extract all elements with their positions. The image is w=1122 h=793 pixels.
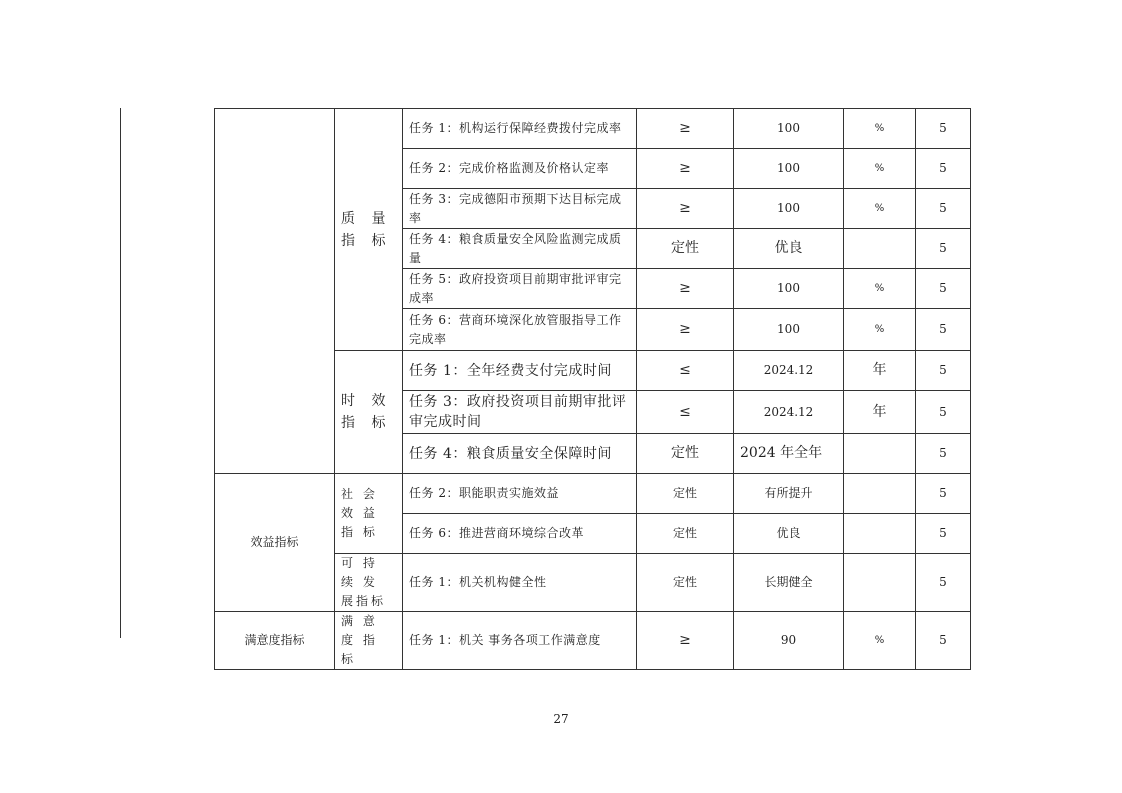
performance-indicator-table [214, 108, 971, 670]
score-cell: 5 [916, 229, 971, 269]
subcategory-timeliness: 时 效 指 标 [335, 351, 403, 474]
score-cell: 5 [916, 149, 971, 189]
task-cell: 任务 1：机关 事务各项工作满意度 [403, 612, 637, 670]
score-cell: 5 [916, 109, 971, 149]
score-cell: 5 [916, 612, 971, 670]
value-cell: 100 [734, 269, 844, 309]
unit-cell: % [844, 309, 916, 351]
unit-cell [844, 474, 916, 514]
operator-cell: 定性 [637, 474, 734, 514]
subcategory-sustainable: 可 持 续 发 展指标 [335, 554, 403, 612]
score-cell: 5 [916, 554, 971, 612]
task-cell: 任务 4：粮食质量安全保障时间 [403, 434, 637, 474]
unit-cell: % [844, 189, 916, 229]
score-cell: 5 [916, 514, 971, 554]
value-cell: 90 [734, 612, 844, 670]
score-cell: 5 [916, 269, 971, 309]
category-cell-blank [215, 109, 335, 474]
task-cell: 任务 4：粮食质量安全风险监测完成质量 [403, 229, 637, 269]
subcategory-social-benefit: 社 会 效 益 指 标 [335, 474, 403, 554]
task-cell: 任务 3：政府投资项目前期审批评审完成时间 [403, 391, 637, 434]
task-cell: 任务 5：政府投资项目前期审批评审完成率 [403, 269, 637, 309]
operator-cell: ≥ [637, 189, 734, 229]
value-cell: 100 [734, 189, 844, 229]
unit-cell: % [844, 612, 916, 670]
operator-cell: ≥ [637, 149, 734, 189]
page-number: 27 [553, 712, 569, 726]
task-cell: 任务 2：职能职责实施效益 [403, 474, 637, 514]
unit-cell: % [844, 149, 916, 189]
unit-cell: % [844, 109, 916, 149]
task-cell: 任务 1：全年经费支付完成时间 [403, 351, 637, 391]
task-cell: 任务 6：营商环境深化放管服指导工作完成率 [403, 309, 637, 351]
table-row [215, 612, 971, 670]
value-cell: 2024 年全年 [734, 434, 844, 474]
score-cell: 5 [916, 189, 971, 229]
value-cell: 100 [734, 149, 844, 189]
operator-cell: ≥ [637, 269, 734, 309]
value-cell: 100 [734, 309, 844, 351]
category-benefit: 效益指标 [215, 474, 335, 612]
operator-cell: 定性 [637, 229, 734, 269]
value-cell: 优良 [734, 514, 844, 554]
score-cell: 5 [916, 351, 971, 391]
score-cell: 5 [916, 391, 971, 434]
operator-cell: 定性 [637, 434, 734, 474]
value-cell: 100 [734, 109, 844, 149]
unit-cell: 年 [844, 351, 916, 391]
value-cell: 2024.12 [734, 351, 844, 391]
unit-cell [844, 554, 916, 612]
score-cell: 5 [916, 474, 971, 514]
operator-cell: ≥ [637, 309, 734, 351]
unit-cell [844, 514, 916, 554]
value-cell: 2024.12 [734, 391, 844, 434]
unit-cell [844, 229, 916, 269]
operator-cell: ≥ [637, 109, 734, 149]
score-cell: 5 [916, 309, 971, 351]
operator-cell: 定性 [637, 554, 734, 612]
operator-cell: ≥ [637, 612, 734, 670]
task-cell: 任务 6：推进营商环境综合改革 [403, 514, 637, 554]
score-cell: 5 [916, 434, 971, 474]
table-row [215, 109, 971, 149]
subcategory-quality: 质 量 指 标 [335, 109, 403, 351]
subcategory-satisfaction: 满 意 度 指 标 [335, 612, 403, 670]
unit-cell: 年 [844, 391, 916, 434]
unit-cell: % [844, 269, 916, 309]
operator-cell: 定性 [637, 514, 734, 554]
value-cell: 长期健全 [734, 554, 844, 612]
value-cell: 优良 [734, 229, 844, 269]
task-cell: 任务 1：机构运行保障经费拨付完成率 [403, 109, 637, 149]
operator-cell: ≤ [637, 351, 734, 391]
table-row [215, 474, 971, 514]
category-satisfaction: 满意度指标 [215, 612, 335, 670]
task-cell: 任务 3：完成德阳市预期下达目标完成率 [403, 189, 637, 229]
value-cell: 有所提升 [734, 474, 844, 514]
task-cell: 任务 1：机关机构健全性 [403, 554, 637, 612]
unit-cell [844, 434, 916, 474]
task-cell: 任务 2：完成价格监测及价格认定率 [403, 149, 637, 189]
left-margin-rule [120, 108, 121, 638]
operator-cell: ≤ [637, 391, 734, 434]
